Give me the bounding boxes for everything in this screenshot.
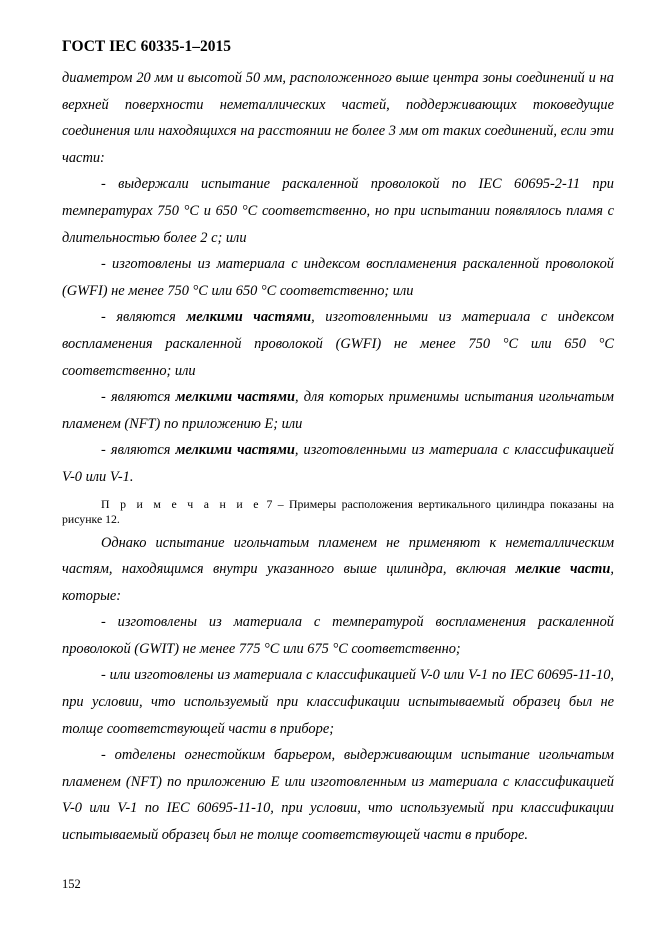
text-run: - или изготовлены из материала с классификацией V-0 или V-1 по IEC 60695-11-10, при условии, что используемый при классификации испытываемый образец был не толще соответствующей части в приборе; [62,667,614,737]
text-run: - являются [101,309,187,326]
text-run: , изготовленными из материала с классификацией V-0 или V-1. [62,442,615,485]
paragraph-item-5 [62,437,614,490]
document-page [62,38,614,849]
text-run: - изготовлены из материала с температурой воспламенения раскаленной проволокой (GWIT) не менее 775 °С или 675 °С соответственно; [62,614,614,657]
text-run: диаметром 20 мм и высотой 50 мм, расположенного выше центра зоны соединений и на верхней поверхности неметаллических частей, поддерживающих токоведущие соединения или находящихся на расстоянии не более 3 мм от таких соединений, если эти части: [62,70,614,166]
text-run: Однако испытание игольчатым пламенем не применяют к неметаллическим частям, находящимся внутри указанного выше цилиндра, включая [62,534,614,578]
paragraph-item-4 [62,384,614,437]
text-run: - отделены огнестойким барьером, выдерживающим испытание игольчатым пламенем (NFT) по приложению Е или изготовленным из материала с классификацией V-0 или V-1 по IEC 60695-11-10, при условии, что используемый при классификации испытываемый образец был не толще соответствующей части в приборе. [62,747,614,844]
note-text: 7 – Примеры расположения вертикального цилиндра показаны на рисунке 12. [62,496,614,526]
paragraph-item-3 [62,304,614,384]
paragraph-item-2 [62,251,614,304]
paragraph-item-7 [62,662,614,742]
page-number: 152 [62,877,81,891]
paragraph-however [62,530,614,610]
text-run: - выдержали испытание раскаленной проволокой по IEC 60695-2-11 при температурах 750 °С и 650 °С соответственно, но при испытании появлялось пламя с длительностью более 2 с; или [62,176,614,246]
document-header: ГОСТ IEC 60335-1–2015 [62,38,231,55]
term-bold: мелкими частями [175,389,296,406]
paragraph-item-1 [62,171,614,251]
term-bold: мелкие части [515,561,611,578]
text-run: - являются [101,389,176,406]
text-run: , изготовленными из материала с индексом воспламенения раскаленной проволокой (GWFI) не менее 750 °С или 650 °С соответственно; или [62,309,614,379]
paragraph-item-8 [62,742,614,848]
text-run: , для которых применимы испытания игольчатым пламенем (NFT) по приложению Е; или [62,389,614,432]
term-bold: мелкими частями [175,442,295,459]
text-run: - являются [101,442,176,459]
paragraphs-after-note [62,530,614,849]
term-bold: мелкими частями [186,309,312,326]
paragraph-intro [62,65,614,171]
paragraphs-before-note [62,65,614,491]
note-paragraph [62,497,614,527]
text-run: - изготовлены из материала с индексом воспламенения раскаленной проволокой (GWFI) не менее 750 °С или 650 °С соответственно; или [62,256,614,299]
note-label: П р и м е ч а н и е [101,496,262,511]
paragraph-item-6 [62,609,614,662]
text-run: , которые: [62,561,614,604]
